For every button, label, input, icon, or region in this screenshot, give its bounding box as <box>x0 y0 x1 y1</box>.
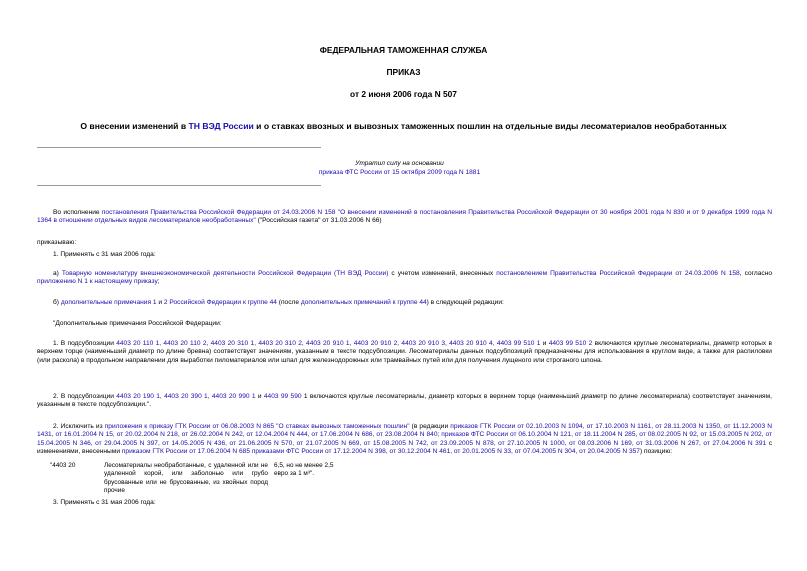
link-prikazy-gtk[interactable]: приказов ГТК России от 02.10.2003 N 1094, от 17.10.2003 N 1161, от 28.11.2003 N 1350, от 11.12.2003 N 1431, от 16.01.2004 N 15, от 20.02.2004 N 218, от 26.02.2004 N 242, от 12.04.2004 N 444, от 17.06.2004 N 686, от 23.08.2004 N 840 <box>37 423 772 439</box>
text: (после <box>276 299 301 306</box>
text: (в редакции <box>409 423 451 430</box>
status-note <box>0 160 803 178</box>
text: б) <box>53 299 61 306</box>
text: , согласно <box>739 270 772 277</box>
doc-title <box>0 122 807 130</box>
text: ) позицию: <box>639 448 673 456</box>
link-prikaz-gtk-685[interactable]: приказом ГТК России от 17.06.2004 N 685 <box>121 448 251 456</box>
link-prikazy-fts-2004-2005[interactable]: приказами ФТС России от 17.12.2004 N 398, от 30.12.2004 N 461, от 20.01.2005 N 33, от 07.04.2005 N 304, от 20.04.2005 N 357 <box>251 448 640 456</box>
divider-bottom <box>37 185 321 186</box>
text: 1 включаются круглые лесоматериалы, диаметр которых в верхнем торце (наименьший диаметр по длине лесоматериала) соответствует значениям, указанным в тексте подсубпозиции.". <box>37 393 772 409</box>
note-2 <box>37 393 772 410</box>
intro-paragraph <box>37 209 772 226</box>
text: 1. В подсубпозиции <box>53 340 117 347</box>
note-1 <box>37 340 772 365</box>
tariff-description: Лесоматериалы необработанные, с удаленной или не удаленной корой, или заболонью или грубо брусованные или не брусованные, из хвойных пород прочие <box>104 462 268 495</box>
link-dop-primechaniya-1[interactable]: дополнительные примечания 1 <box>60 299 157 306</box>
link-subheading-4403995102[interactable]: 4403 99 510 2 <box>548 340 593 347</box>
link-subheadings-1[interactable]: 4403 20 110 1, 4403 20 110 2, 4403 20 310 1, 4403 20 310 2, 4403 20 910 1, 4403 20 910 2, 4403 20 910 3, 4403 20 910 4, 4403 99 510 1 <box>116 340 541 347</box>
title-text-rest: и о ставках ввозных и вывозных таможенных пошлин на отдельные виды лесоматериалов необработанных <box>253 121 727 131</box>
text: с изменениями, внесенными <box>37 439 772 456</box>
text: и <box>540 340 549 347</box>
text: включаются круглые лесоматериалы, диаметр которых в верхнем торце (наименьший диаметр по длине бревна) соответствует значениям, указанным в тексте подсубпозиции. Лесоматериалы данных подсубпозиций предназначены для использования в круглом виде, а также для распиловки (или раскола) в продольном направлении для выработки пиломатериалов или шпал для железнодорожных или трамвайных путей или для получения лущеного или строганого шпона. <box>37 340 772 364</box>
doc-date: от 2 июня 2006 года N 507 <box>350 89 457 99</box>
text: ; <box>437 431 442 439</box>
link-postanovlenie-158[interactable]: постановлением Правительства Российской Федерации от 24.03.2006 N 158 <box>496 270 740 277</box>
doc-type: ПРИКАЗ <box>386 67 421 77</box>
link-subheading-440399590[interactable]: 4403 99 590 <box>263 393 302 400</box>
text: и <box>255 393 264 400</box>
rate-line-2: евро за 1 м³". <box>274 470 314 478</box>
item-1b <box>37 299 772 307</box>
divider-top <box>37 147 321 148</box>
tariff-code: "4403 20 <box>50 462 76 469</box>
intro-link[interactable]: постановления Правительства Российской Федерации от 24.03.2006 N 158 "О внесении изменений в постановления Правительства Российской Федерации от 30 ноября 2001 года N 830 и от 9 декабря 1999 года N 1364 в отношении отдельных видов лесоматериалов необработанных" <box>37 209 772 225</box>
quote-heading: "Дополнительные примечания Российской Федерации: <box>53 320 222 327</box>
intro-text: Во исполнение <box>53 209 102 216</box>
link-subheadings-2[interactable]: 4403 20 190 1, 4403 20 390 1, 4403 20 990 1 <box>116 393 256 400</box>
text: с учетом изменений, внесенных <box>388 270 497 277</box>
title-text: О внесении изменений в <box>80 121 189 131</box>
link-dop-primechaniya-2[interactable]: 2 Российской Федерации к группе 44 <box>163 299 277 306</box>
prikazyvayu: приказываю: <box>37 239 77 246</box>
item-1a <box>37 270 772 287</box>
item-1: 1. Применять с 31 мая 2006 года: <box>53 251 156 258</box>
text: 2. Исключить из <box>53 423 105 430</box>
text: 2. В подсубпозиции <box>53 393 117 400</box>
text: ; <box>157 278 160 286</box>
link-dop-primechaniya-group-44[interactable]: дополнительных примечаний к группе 44 <box>300 299 427 306</box>
tariff-rate <box>274 462 364 479</box>
intro-text-end: ("Российская газета" от 31.03.2006 N 66) <box>255 217 382 225</box>
link-prilozhenie-1[interactable]: приложению N 1 к настоящему приказу <box>37 278 158 286</box>
status-link[interactable]: приказа ФТС России от 15 октября 2009 года N 1881 <box>318 169 481 177</box>
text: и <box>156 299 164 306</box>
link-prikaz-gtk-865[interactable]: приложения к приказу ГТК России от 06.08.2003 N 865 "О ставках вывозных таможенных пошлин" <box>104 423 410 430</box>
text: ) в следующей редакции: <box>426 299 504 306</box>
title-link-tnved[interactable]: ТН ВЭД России <box>188 121 254 131</box>
text: а) <box>53 270 62 277</box>
org-name: ФЕДЕРАЛЬНАЯ ТАМОЖЕННАЯ СЛУЖБА <box>319 45 488 55</box>
rate-line-1: 6,5, но не менее 2,5 <box>274 462 334 469</box>
link-prikazy-fts[interactable]: приказов ФТС России от 06.10.2004 N 121, от 18.11.2004 N 285, от 08.02.2005 N 92, от 15.03.2005 N 202, от 15.04.2005 N 346, от 29.04.2005 N 397, от 14.05.2005 N 436, от 21.06.2005 N 570, от 21.07.2005 N 669, от 15.08.2005 N 742, от 23.09.2005 N 878, от 27.10.2005 N 1000, от 08.03.2006 N 169, от 31.03.2006 N 267, от 27.04.2006 N 391 <box>37 431 772 447</box>
status-line: Утратил силу на основании <box>355 160 444 167</box>
link-tnved-nomenclature[interactable]: Товарную номенклатуру внешнеэкономической деятельности Российской Федерации (ТН ВЭД России) <box>61 270 389 277</box>
item-2 <box>37 423 772 457</box>
item-3: 3. Применять с 31 мая 2006 года: <box>53 499 156 506</box>
